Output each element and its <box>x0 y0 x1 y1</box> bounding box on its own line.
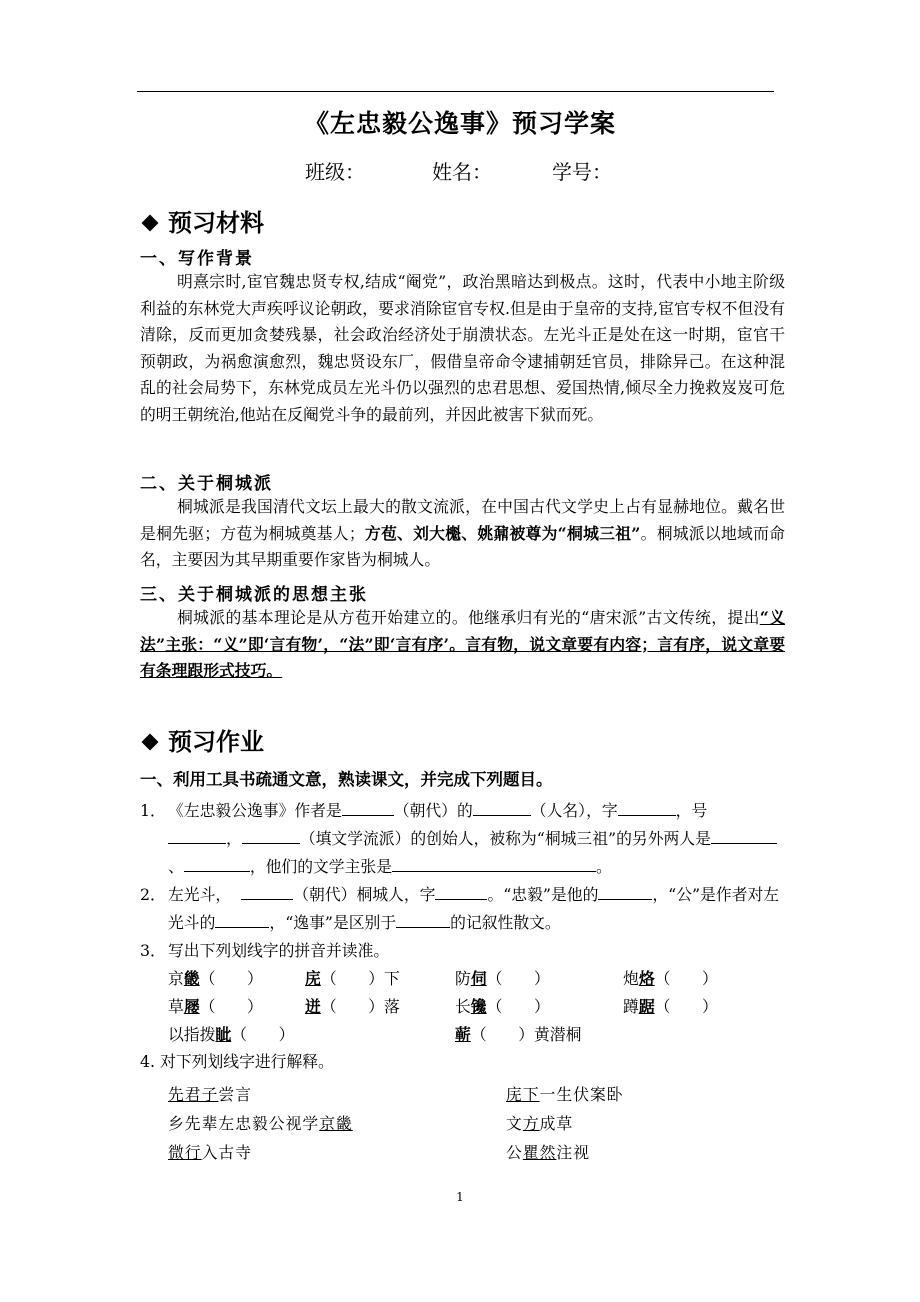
section-title: 预习材料 <box>168 209 264 237</box>
underlined-char: 迸 <box>305 997 321 1016</box>
question-4 <box>140 1048 790 1076</box>
text-span: ，号 <box>675 801 708 820</box>
pinyin-item[interactable] <box>455 966 550 989</box>
header-rule <box>137 91 774 92</box>
name-label: 姓名： <box>432 160 492 184</box>
question-body <box>168 797 790 881</box>
homework-instruction: 一、利用工具书疏通文意，熟读课文，并完成下列题目。 <box>140 770 553 789</box>
text-span: ，“逸事”是区别于 <box>269 913 397 932</box>
pinyin-item[interactable] <box>623 966 718 989</box>
blank-input[interactable] <box>168 825 226 844</box>
pinyin-item[interactable] <box>168 994 263 1017</box>
text-span: （朝代）的 <box>393 801 473 820</box>
answer-parens: （ ） <box>486 969 550 988</box>
underlined-term: 先君子 <box>168 1085 219 1104</box>
blank-input[interactable] <box>711 825 777 844</box>
blank-input[interactable] <box>215 909 269 928</box>
student-id-label: 学号： <box>552 160 612 184</box>
question-2 <box>140 881 790 937</box>
blank-input[interactable] <box>241 881 293 900</box>
underlined-char: 畿 <box>183 969 200 988</box>
gloss-item[interactable] <box>506 1111 573 1134</box>
section-preview-homework <box>140 722 264 757</box>
diamond-bullet-icon <box>142 214 159 231</box>
blank-input[interactable] <box>618 797 676 816</box>
heading-writing-background: 一、写作背景 <box>140 249 254 269</box>
text-span: 防 <box>455 969 471 988</box>
gloss-item[interactable] <box>168 1140 252 1163</box>
answer-parens: （ ） <box>199 997 263 1016</box>
blank-input[interactable] <box>598 881 652 900</box>
underlined-char: 庑 <box>305 969 321 988</box>
blank-input[interactable] <box>184 853 250 872</box>
section-title: 预习作业 <box>168 728 264 756</box>
underlined-char: 眦 <box>215 1025 232 1044</box>
question-text: 写出下列划线字的拼音并读准。 <box>168 941 390 960</box>
answer-parens: （ ） <box>231 1025 295 1044</box>
text-span: 成草 <box>539 1114 574 1133</box>
text-span: 以指拨 <box>168 1025 216 1044</box>
underlined-char: 蕲 <box>455 1025 471 1044</box>
text-span: （人名），字 <box>530 801 618 820</box>
pinyin-item[interactable] <box>455 1022 581 1045</box>
pinyin-item[interactable] <box>168 966 263 989</box>
text-span: ， <box>226 829 242 848</box>
text-span: 。“忠毅”是他的 <box>487 885 599 904</box>
text-span: 尝言 <box>218 1085 253 1104</box>
text-span: 。桐城派以地域而命名，主要因为其早期重要作家皆为桐城人。 <box>140 523 785 570</box>
underlined-term: 瞿然 <box>522 1143 557 1162</box>
page-number: 1 <box>456 1190 464 1204</box>
class-label: 班级： <box>305 160 365 184</box>
gloss-item[interactable] <box>506 1082 624 1105</box>
blank-input[interactable] <box>342 797 394 816</box>
text-span: 入古寺 <box>201 1143 253 1162</box>
text-span: ，“公”是作者对左光斗的 <box>168 885 780 932</box>
text-span: 桐城派的基本理论是从方苞开始建立的。他继承归有光的“唐宋派”古文传统，提出 <box>177 608 760 627</box>
pinyin-item[interactable] <box>455 994 550 1017</box>
gloss-item[interactable] <box>168 1082 252 1105</box>
pinyin-item[interactable] <box>305 966 400 989</box>
underlined-char: 烙 <box>638 969 655 988</box>
answer-parens: （ ）落 <box>320 997 400 1016</box>
question-3 <box>140 937 790 965</box>
text-span: 草 <box>168 997 184 1016</box>
text-span: 左光斗， <box>168 885 232 904</box>
text-span: 注视 <box>556 1143 591 1162</box>
answer-parens: （ ） <box>486 997 550 1016</box>
underlined-bold-text: “义法”主张：“义”即‘言有物’，“法”即‘言有序’。言有物，说文章要有内容；言有序，说文章要有条理跟形式技巧。 <box>140 608 786 681</box>
text-span: 文 <box>506 1114 523 1133</box>
blank-input[interactable] <box>392 853 596 872</box>
paragraph-tongcheng <box>140 494 785 574</box>
answer-parens: （ ）黄潜桐 <box>470 1025 582 1044</box>
underlined-term: 微行 <box>168 1143 202 1162</box>
bold-text: 方苞、刘大櫆、姚鼐被尊为“桐城三祖” <box>364 523 641 543</box>
text-span: 京 <box>168 969 184 988</box>
text-span: 。 <box>596 857 612 876</box>
text-span: 公 <box>506 1143 523 1162</box>
text-span: 乡先辈左忠毅公视学 <box>168 1114 320 1133</box>
question-body <box>168 881 790 937</box>
question-text: 4. 对下列划线字进行解释。 <box>140 1052 334 1071</box>
text-span: （填文学流派）的创始人，被称为“桐城三祖”的另外两人是 <box>299 829 711 848</box>
blank-input[interactable] <box>242 825 300 844</box>
blank-input[interactable] <box>473 797 531 816</box>
gloss-item[interactable] <box>168 1111 353 1134</box>
question-number: 1． <box>140 801 166 820</box>
underlined-char: 屦 <box>183 997 200 1016</box>
pinyin-item[interactable] <box>305 994 400 1017</box>
question-1 <box>140 797 790 881</box>
paragraph-ideas <box>140 605 785 685</box>
answer-parens: （ ） <box>654 997 718 1016</box>
text-span: 桐城派是我国清代文坛上最大的散文流派，在中国古代文学史上占有显赫地位。戴名世是桐先驱；方苞为桐城奠基人； <box>140 497 785 543</box>
paragraph-background: 明熹宗时,宦官魏忠贤专权,结成“阉党”，政治黑暗达到极点。这时，代表中小地主阶级利益的东林党大声疾呼议论朝政，要求消除宦官专权.但是由于皇帝的支持,宦官专权不但没有清除，反而更加贪婪残暴，社会政治经济处于崩溃状态。左光斗正是处在这一时期，宦官干预朝政，为祸愈演愈烈，魏忠贤设东厂，假借皇帝命令逮捕朝廷官员，排除异己。在这种混乱的社会局势下，东林党成员左光斗仍以强烈的忠君思想、爱国热情,倾尽全力挽救岌岌可危的明王朝统治,他站在反阉党斗争的最前列，并因此被害下狱而死。 <box>140 272 785 424</box>
underlined-char: 镵 <box>470 997 487 1016</box>
document-title: 《左忠毅公逸事》预习学案 <box>303 109 616 138</box>
text-span: 长 <box>455 997 471 1016</box>
question-number: 3． <box>140 941 166 960</box>
text-span: 的记叙性散文。 <box>450 913 561 932</box>
heading-tongcheng-school: 二、关于桐城派 <box>140 474 273 494</box>
blank-input[interactable] <box>435 881 487 900</box>
underlined-char: 伺 <box>470 969 487 988</box>
underlined-term: 京畿 <box>319 1114 353 1133</box>
blank-input[interactable] <box>396 909 450 928</box>
pinyin-item[interactable] <box>623 994 718 1017</box>
heading-tongcheng-ideas: 三、关于桐城派的思想主张 <box>140 585 368 605</box>
underlined-term: 庑下 <box>506 1085 540 1104</box>
section-preview-materials <box>140 203 264 238</box>
pinyin-item[interactable] <box>168 1022 294 1045</box>
answer-parens: （ ） <box>654 969 718 988</box>
text-span: 炮 <box>623 969 639 988</box>
text-span: 、 <box>168 857 184 876</box>
text-span: 蹲 <box>623 997 639 1016</box>
answer-parens: （ ） <box>199 969 263 988</box>
underlined-term: 方 <box>522 1114 540 1133</box>
diamond-bullet-icon <box>142 733 159 750</box>
text-span: （朝代）桐城人，字 <box>293 885 436 904</box>
answer-parens: （ ）下 <box>320 969 400 988</box>
text-span: 一生伏案卧 <box>539 1085 624 1104</box>
underlined-char: 踞 <box>638 997 655 1016</box>
text-span: ，他们的文学主张是 <box>249 857 392 876</box>
text-span: 《左忠毅公逸事》作者是 <box>168 801 342 820</box>
gloss-item[interactable] <box>506 1140 590 1163</box>
question-number: 2． <box>140 885 166 904</box>
